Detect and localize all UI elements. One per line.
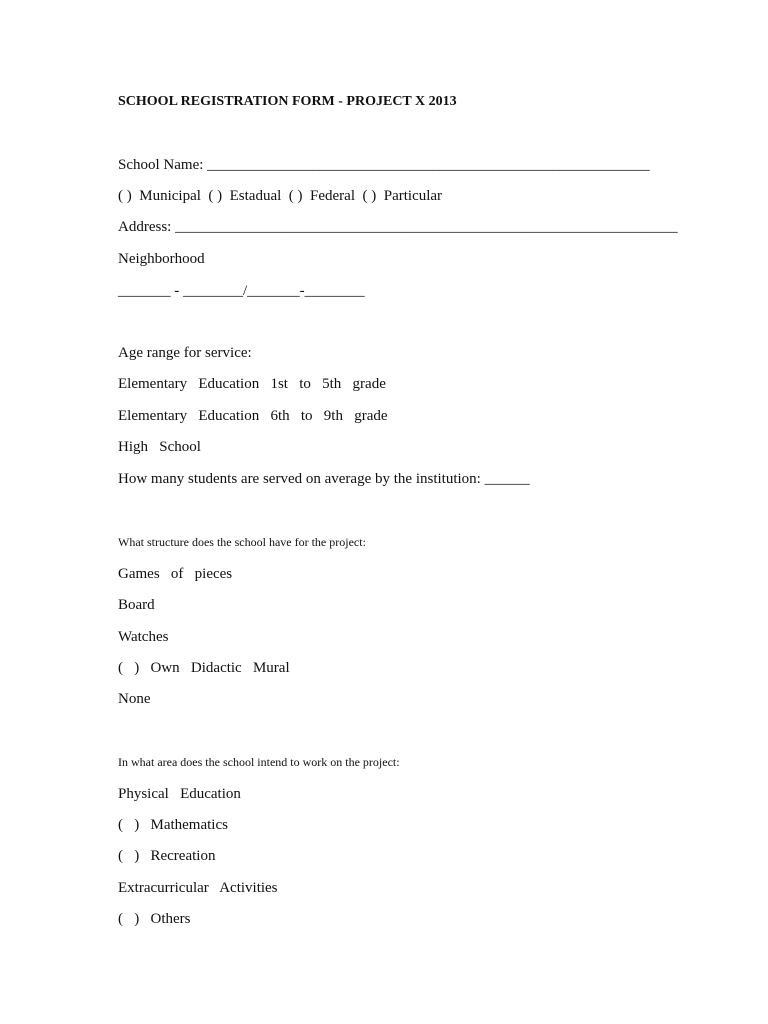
structure-option: ( ) Own Didactic Mural <box>118 660 290 676</box>
age-range-label: Age range for service: <box>118 345 252 361</box>
area-option: ( ) Recreation <box>118 848 216 864</box>
age-range-option: Elementary Education 1st to 5th grade <box>118 376 386 392</box>
age-range-option: Elementary Education 6th to 9th grade <box>118 408 388 424</box>
students-question: How many students are served on average by the institution: ______ <box>118 471 530 487</box>
neighborhood-label: Neighborhood <box>118 251 205 267</box>
area-option: ( ) Mathematics <box>118 817 228 833</box>
phone-field: _______ - ________/_______-________ <box>118 283 365 299</box>
area-option: Extracurricular Activities <box>118 880 278 896</box>
form-title: SCHOOL REGISTRATION FORM - PROJECT X 2013 <box>118 94 457 109</box>
address-field: Address: ___________________________________________________________________ <box>118 219 678 235</box>
structure-question: What structure does the school have for the project: <box>118 535 366 549</box>
structure-option: None <box>118 691 151 707</box>
school-name-field: School Name: ___________________________________________________________ <box>118 157 650 173</box>
school-type-options: ( ) Municipal ( ) Estadual ( ) Federal ( ) Particular <box>118 188 443 204</box>
structure-option: Watches <box>118 629 169 645</box>
age-range-option: High School <box>118 439 201 455</box>
area-option: ( ) Others <box>118 911 191 927</box>
area-option: Physical Education <box>118 786 241 802</box>
structure-option: Games of pieces <box>118 566 233 582</box>
area-question: In what area does the school intend to work on the project: <box>118 755 400 769</box>
structure-option: Board <box>118 597 155 613</box>
